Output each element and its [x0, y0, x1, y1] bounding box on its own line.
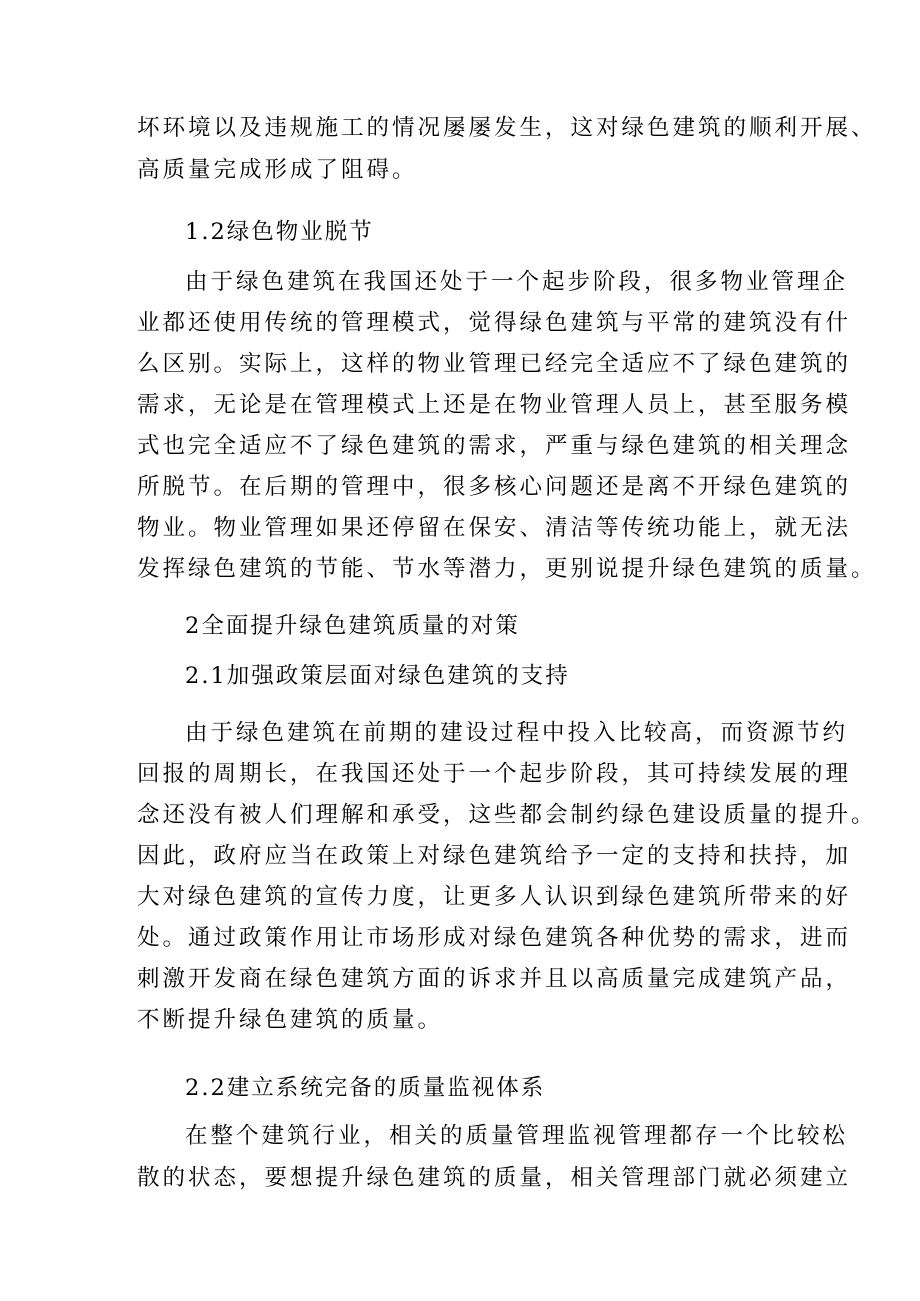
paragraph-2-line-3: 么区别。实际上，这样的物业管理已经完全适应不了绿色建筑的: [137, 351, 852, 377]
paragraph-3-line-6: 处。通过政策作用让市场形成对绿色建筑各种优势的需求，进而: [137, 925, 852, 951]
paragraph-1-line-1: 坏环境以及违规施工的情况屡屡发生，这对绿色建筑的顺利开展、: [137, 115, 877, 141]
paragraph-4-line-2: 散的状态，要想提升绿色建筑的质量，相关管理部门就必须建立: [137, 1165, 852, 1191]
paragraph-3-line-7: 刺激开发商在绿色建筑方面的诉求并且以高质量完成建筑产品，: [137, 966, 852, 992]
section-heading-2-2: 2.2建立系统完备的质量监视体系: [185, 1075, 546, 1101]
section-heading-2: 2全面提升绿色建筑质量的对策: [185, 613, 520, 639]
paragraph-2-line-6: 所脱节。在后期的管理中，很多核心问题还是离不开绿色建筑的: [137, 474, 852, 500]
paragraph-2-line-8: 发挥绿色建筑的节能、节水等潜力，更别说提升绿色建筑的质量。: [137, 556, 877, 582]
paragraph-2-line-1: 由于绿色建筑在我国还处于一个起步阶段，很多物业管理企: [185, 269, 849, 295]
paragraph-3-line-3: 念还没有被人们理解和承受，这些都会制约绿色建设质量的提升。: [137, 802, 877, 828]
paragraph-3-line-5: 大对绿色建筑的宣传力度，让更多人认识到绿色建筑所带来的好: [137, 884, 852, 910]
paragraph-3-line-8: 不断提升绿色建筑的质量。: [137, 1007, 444, 1033]
paragraph-2-line-7: 物业。物业管理如果还停留在保安、清洁等传统功能上，就无法: [137, 515, 852, 541]
paragraph-3-line-4: 因此，政府应当在政策上对绿色建筑给予一定的支持和扶持，加: [137, 843, 852, 869]
paragraph-4-line-1: 在整个建筑行业，相关的质量管理监视管理都存一个比较松: [185, 1123, 849, 1149]
paragraph-3-line-2: 回报的周期长，在我国还处于一个起步阶段，其可持续发展的理: [137, 761, 852, 787]
paragraph-2-line-5: 式也完全适应不了绿色建筑的需求，严重与绿色建筑的相关理念: [137, 433, 852, 459]
paragraph-2-line-4: 需求，无论是在管理模式上还是在物业管理人员上，甚至服务模: [137, 392, 852, 418]
section-heading-1-2: 1.2绿色物业脱节: [185, 219, 374, 245]
paragraph-1-line-2: 高质量完成形成了阻碍。: [137, 157, 418, 183]
section-heading-2-1: 2.1加强政策层面对绿色建筑的支持: [185, 663, 570, 689]
paragraph-3-line-1: 由于绿色建筑在前期的建设过程中投入比较高，而资源节约: [185, 720, 849, 746]
paragraph-2-line-2: 业都还使用传统的管理模式，觉得绿色建筑与平常的建筑没有什: [137, 310, 852, 336]
